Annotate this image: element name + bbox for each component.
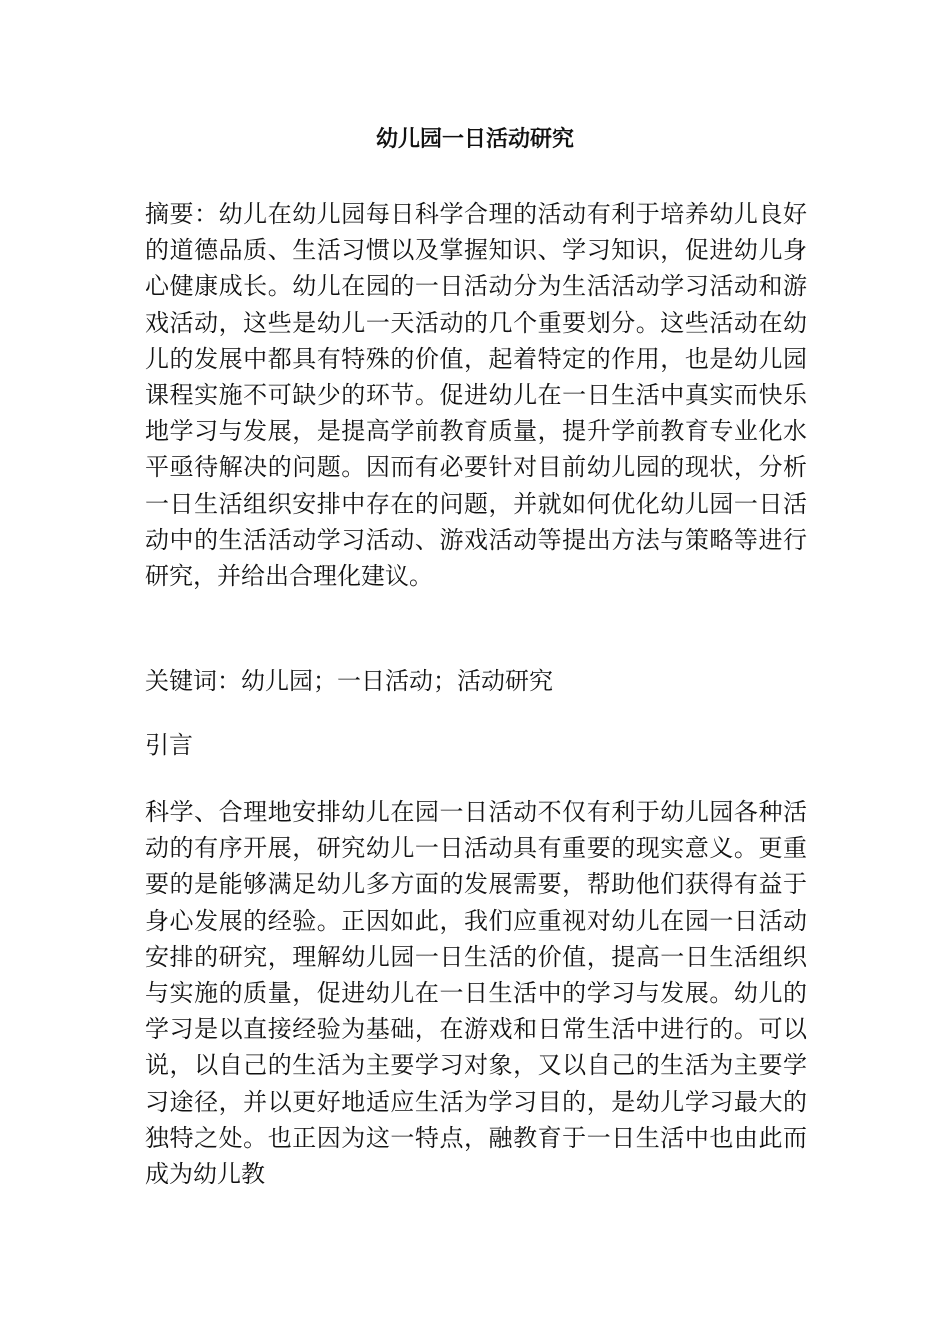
section-heading-introduction: 引言 <box>145 731 193 759</box>
abstract-paragraph: 摘要：幼儿在幼儿园每日科学合理的活动有利于培养幼儿良好的道德品质、生活习惯以及掌握知识、学习知识，促进幼儿身心健康成长。幼儿在园的一日活动分为生活活动学习活动和游戏活动，这些是幼儿一天活动的几个重要划分。这些活动在幼儿的发展中都具有特殊的价值，起着特定的作用，也是幼儿园课程实施不可缺少的环节。促进幼儿在一日生活中真实而快乐地学习与发展，是提高学前教育质量，提升学前教育专业化水平亟待解决的问题。因而有必要针对目前幼儿园的现状，分析一日生活组织安排中存在的问题，并就如何优化幼儿园一日活动中的生活活动学习活动、游戏活动等提出方法与策略等进行研究，并给出合理化建议。 <box>145 200 807 591</box>
document-title: 幼儿园一日活动研究 <box>375 126 574 152</box>
keywords-line: 关键词：幼儿园；一日活动；活动研究 <box>145 667 553 695</box>
introduction-paragraph: 科学、合理地安排幼儿在园一日活动不仅有利于幼儿园各种活动的有序开展，研究幼儿一日活动具有重要的现实意义。更重要的是能够满足幼儿多方面的发展需要，帮助他们获得有益于身心发展的经验。正因如此，我们应重视对幼儿在园一日活动安排的研究，理解幼儿园一日生活的价值，提高一日生活组织与实施的质量，促进幼儿在一日生活中的学习与发展。幼儿的学习是以直接经验为基础，在游戏和日常生活中进行的。可以说，以自己的生活为主要学习对象，又以自己的生活为主要学习途径，并以更好地适应生活为学习目的，是幼儿学习最大的独特之处。也正因为这一特点，融教育于一日生活中也由此而成为幼儿教 <box>145 798 807 1189</box>
